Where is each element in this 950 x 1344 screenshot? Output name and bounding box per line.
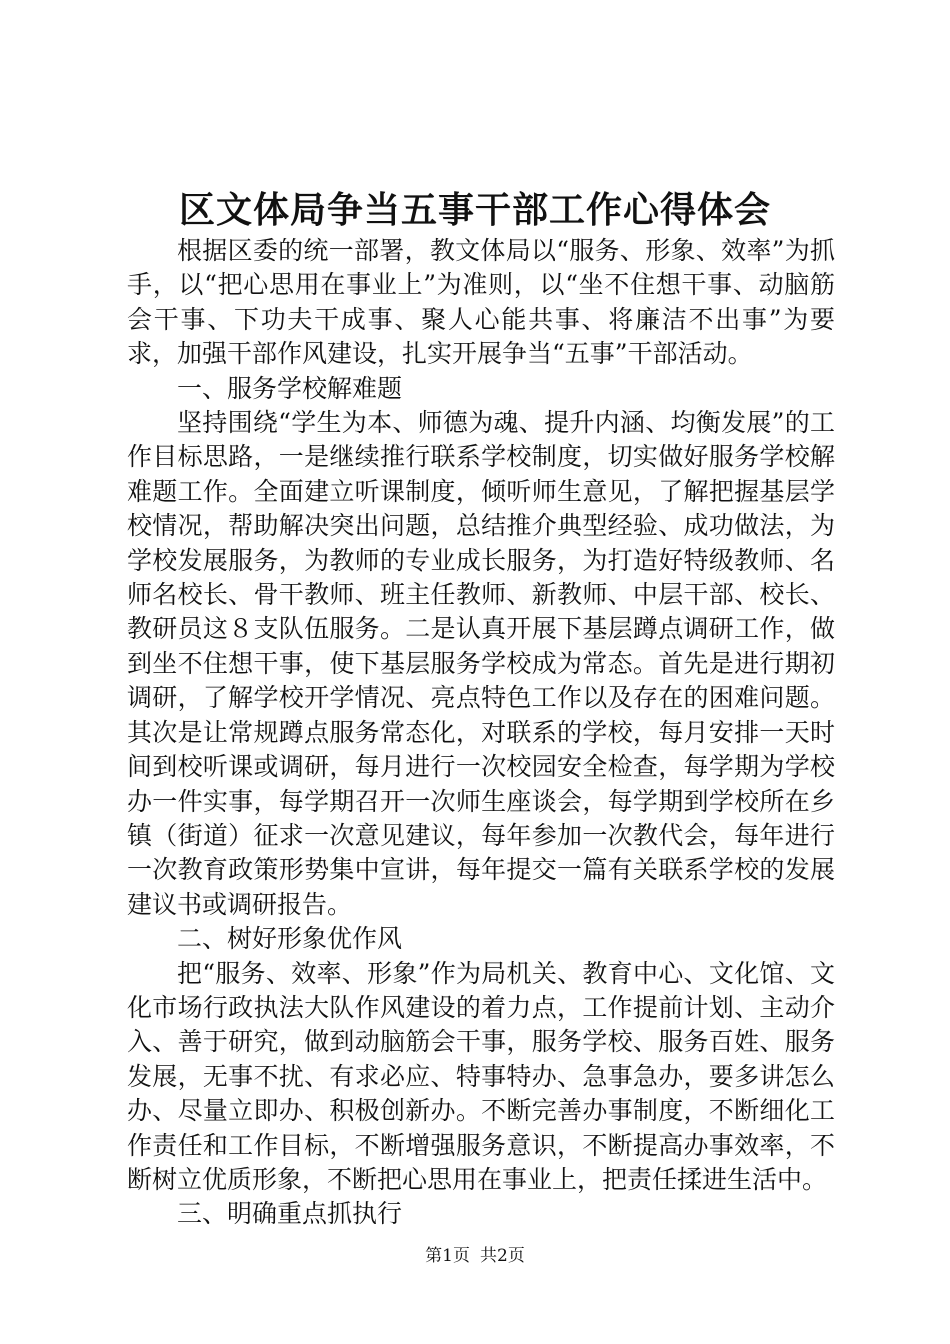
- section-1-paragraph: 坚持围绕“学生为本、师德为魂、提升内涵、均衡发展”的工作目标思路，一是继续推行联系学校制度，切实做好服务学校解难题工作。全面建立听课制度，倾听师生意见，了解把握基层学校情况，帮助解决突出问题，总结推介典型经验、成功做法，为学校发展服务，为教师的专业成长服务，为打造好特级教师、名师名校长、骨干教师、班主任教师、新教师、中层干部、校长、教研员这８支队伍服务。二是认真开展下基层蹲点调研工作，做到坐不住想干事，使下基层服务学校成为常态。首先是进行期初调研，了解学校开学情况、亮点特色工作以及存在的困难问题。其次是让常规蹲点服务常态化，对联系的学校，每月安排一天时间到校听课或调研，每月进行一次校园安全检查，每学期为学校办一件实事，每学期召开一次师生座谈会，每学期到学校所在乡镇（街道）征求一次意见建议，每年参加一次教代会，每年进行一次教育政策形势集中宣讲，每年提交一篇有关联系学校的发展建议书或调研报告。: [127, 408, 835, 919]
- section-2-paragraph: 把“服务、效率、形象”作为局机关、教育中心、文化馆、文化市场行政执法大队作风建设的着力点，工作提前计划、主动介入、善于研究，做到动脑筋会干事，服务学校、服务百姓、服务发展，无事不扰、有求必应、特事特办、急事急办，要多讲怎么办、尽量立即办、积极创新办。不断完善办事制度，不断细化工作责任和工作目标，不断增强服务意识，不断提高办事效率，不断树立优质形象，不断把心思用在事业上，把责任揉进生活中。: [127, 958, 835, 1194]
- section-heading-1: 一、服务学校解难题: [177, 373, 403, 403]
- intro-paragraph: 根据区委的统一部署，教文体局以“服务、形象、效率”为抓手，以“把心思用在事业上”为准则，以“坐不住想干事、动脑筋会干事、下功夫干成事、聚人心能共事、将廉洁不出事”为要求，加强干部作风建设，扎实开展争当“五事”干部活动。: [127, 236, 835, 369]
- section-heading-2: 二、树好形象优作风: [177, 924, 403, 954]
- document-body: [127, 234, 835, 1232]
- section-heading-3: 三、明确重点抓执行: [177, 1199, 403, 1229]
- page-number-total: 共2页: [480, 1246, 525, 1266]
- document-title: 区文体局争当五事干部工作心得体会: [178, 189, 771, 231]
- page-footer: [0, 1244, 950, 1268]
- page-number-current: 第1页: [425, 1246, 470, 1266]
